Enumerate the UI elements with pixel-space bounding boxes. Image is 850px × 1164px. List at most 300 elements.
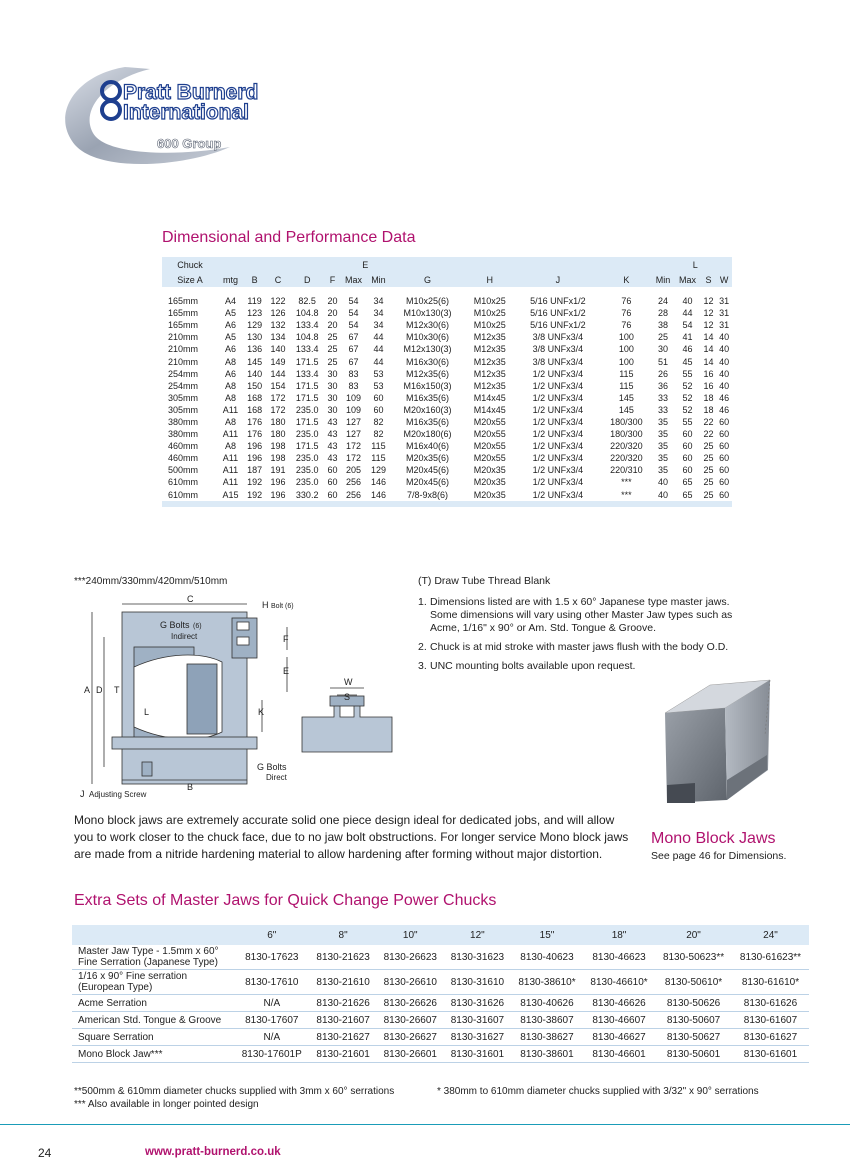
table-cell: 8130-50623**	[655, 945, 732, 970]
table-cell: 8130-26627	[377, 1029, 444, 1046]
table-cell: A11	[218, 476, 243, 488]
table-cell: 154	[266, 380, 289, 392]
table-cell: 60	[674, 464, 700, 476]
table-cell: M16x40(6)	[390, 440, 465, 452]
table-cell: 8130-38601	[511, 1046, 583, 1063]
table-cell: 133.4	[290, 368, 325, 380]
table-cell: 132	[266, 319, 289, 331]
row-label: Square Serration	[72, 1029, 234, 1046]
table-cell: 1/2 UNFx3/4	[515, 368, 601, 380]
table-cell: 8130-40626	[511, 995, 583, 1012]
table-cell: M20x160(3)	[390, 404, 465, 416]
table-cell: 83	[340, 368, 366, 380]
table-cell: 25	[701, 464, 717, 476]
chuck-technical-drawing	[72, 592, 412, 804]
table-cell: 100	[601, 355, 652, 367]
table-cell: 8130-46627	[583, 1029, 655, 1046]
table-header-cell: H	[486, 274, 494, 285]
table-cell: 25	[701, 489, 717, 501]
row-label: American Std. Tongue & Groove	[72, 1012, 234, 1029]
table-cell: 60	[325, 464, 341, 476]
dim-g-indirect-2: Indirect	[171, 632, 198, 641]
table-cell: A5	[218, 307, 243, 319]
table-cell: 8130-26626	[377, 995, 444, 1012]
table-cell: A15	[218, 489, 243, 501]
table-cell: 8130-40623	[511, 945, 583, 970]
table-cell: 16	[701, 368, 717, 380]
table-cell: 60	[674, 440, 700, 452]
table-body	[162, 287, 732, 507]
table-row	[72, 945, 809, 970]
table-cell: M10x25(6)	[390, 295, 465, 307]
table-cell: 82	[367, 428, 390, 440]
table-header-cell: Max	[345, 274, 363, 285]
table-cell: 196	[266, 489, 289, 501]
table-cell: 210mm	[162, 343, 218, 355]
table-cell: 8130-46607	[583, 1012, 655, 1029]
table-cell: 330.2	[290, 489, 325, 501]
table-cell: 100	[601, 343, 652, 355]
table-cell: 168	[243, 392, 266, 404]
table-cell: 133.4	[290, 343, 325, 355]
table-header-cell: E	[362, 259, 369, 270]
table-cell: M20x35	[465, 489, 515, 501]
table-row	[72, 970, 809, 995]
table-cell: 55	[674, 368, 700, 380]
table-row	[162, 452, 732, 464]
table-cell: 40	[674, 295, 700, 307]
table-cell: A4	[218, 295, 243, 307]
table-cell: 8130-31607	[444, 1012, 511, 1029]
table-header-cell: 6"	[234, 925, 310, 945]
table-cell: 51	[652, 355, 675, 367]
table-cell: 40	[716, 343, 732, 355]
table-cell: N/A	[234, 995, 310, 1012]
table-cell: 18	[701, 404, 717, 416]
table-cell: 12	[701, 307, 717, 319]
table-cell: A11	[218, 464, 243, 476]
table-cell: 8130-38610*	[511, 970, 583, 995]
table-header-cell: L	[692, 259, 698, 270]
table-cell: 610mm	[162, 476, 218, 488]
table-cell: 133.4	[290, 319, 325, 331]
table-cell: M10x25	[465, 319, 515, 331]
table-cell: 180	[266, 416, 289, 428]
table-cell: 8130-31601	[444, 1046, 511, 1063]
table-cell: 14	[701, 343, 717, 355]
footnote-double-star: **500mm & 610mm diameter chucks supplied with 3mm x 60° serrations	[74, 1086, 395, 1097]
row-label: Acme Serration	[72, 995, 234, 1012]
table-cell: 196	[243, 452, 266, 464]
table-cell: A6	[218, 319, 243, 331]
table-cell: 235.0	[290, 452, 325, 464]
table-header-cell: K	[623, 274, 630, 285]
table-header-cell	[515, 257, 601, 272]
table-cell: 1/2 UNFx3/4	[515, 440, 601, 452]
table-cell: 180	[266, 428, 289, 440]
table-cell: M16x30(6)	[390, 355, 465, 367]
table-cell: 12	[701, 295, 717, 307]
dim-s: S	[344, 692, 351, 702]
table-cell: 26	[652, 368, 675, 380]
table-row	[162, 416, 732, 428]
table-cell: 176	[243, 416, 266, 428]
table-cell: 165mm	[162, 307, 218, 319]
dim-f: F	[283, 634, 289, 644]
table-header-cell: B	[251, 274, 258, 285]
table-cell: 134	[266, 331, 289, 343]
table-cell: 22	[701, 428, 717, 440]
note-number: 3.	[418, 660, 427, 672]
table-header-cell: Size A	[177, 274, 203, 285]
table-cell: 25	[325, 343, 341, 355]
table-cell: M10x130(3)	[390, 307, 465, 319]
note-number: 1.	[418, 596, 427, 608]
table-cell: A11	[218, 452, 243, 464]
table-header-cell: mtg	[222, 274, 238, 285]
table-cell: A11	[218, 428, 243, 440]
table-cell: 8130-31610	[444, 970, 511, 995]
note-text: Chuck is at mid stroke with master jaws flush with the body O.D.	[430, 641, 729, 653]
table-row	[162, 295, 732, 307]
table-cell: 1/2 UNFx3/4	[515, 404, 601, 416]
table-cell: 140	[243, 368, 266, 380]
table-cell: 45	[674, 355, 700, 367]
company-logo	[55, 55, 355, 185]
table-cell: A8	[218, 380, 243, 392]
table-cell: 254mm	[162, 368, 218, 380]
table-cell: 60	[716, 489, 732, 501]
table-cell: M12x35(6)	[390, 368, 465, 380]
table-cell: 8130-21601	[310, 1046, 377, 1063]
table-cell: 60	[716, 452, 732, 464]
table-row	[162, 343, 732, 355]
logo-group: 600 Group	[157, 136, 222, 151]
table-cell: 35	[652, 428, 675, 440]
table-cell: 60	[674, 452, 700, 464]
table-cell: 25	[325, 355, 341, 367]
table-cell: 235.0	[290, 428, 325, 440]
table-cell: 76	[601, 307, 652, 319]
table-cell: 1/2 UNFx3/4	[515, 489, 601, 501]
table-cell: 8130-50627	[655, 1029, 732, 1046]
table-cell: 126	[266, 307, 289, 319]
dim-k: K	[258, 707, 265, 717]
table-cell: 8130-26610	[377, 970, 444, 995]
table-cell: 8130-21627	[310, 1029, 377, 1046]
table-cell: 500mm	[162, 464, 218, 476]
table-cell: 8130-38607	[511, 1012, 583, 1029]
table-cell: 8130-17623	[234, 945, 310, 970]
table-header-cell: 8"	[310, 925, 377, 945]
table-cell: 40	[652, 489, 675, 501]
table-header-cell: Min	[655, 274, 671, 285]
table-cell: M20x55	[465, 440, 515, 452]
table-header-cell: 20"	[655, 925, 732, 945]
table-row	[162, 331, 732, 343]
table-cell: 76	[601, 295, 652, 307]
table-cell: 1/2 UNFx3/4	[515, 452, 601, 464]
table-cell: 168	[243, 404, 266, 416]
table-cell: 24	[652, 295, 675, 307]
table-cell: 146	[367, 476, 390, 488]
footnote-triple-star: *** Also available in longer pointed design	[74, 1099, 259, 1110]
table-cell: 172	[340, 452, 366, 464]
table-cell: 380mm	[162, 428, 218, 440]
table-header-cell: D	[303, 274, 311, 285]
table-cell: 180/300	[601, 416, 652, 428]
table-cell: 8130-46626	[583, 995, 655, 1012]
table-cell: 65	[674, 476, 700, 488]
table-cell: M20x55	[465, 416, 515, 428]
dim-b: B	[187, 782, 194, 792]
table-cell: 8130-61627	[732, 1029, 809, 1046]
table-cell: 55	[674, 416, 700, 428]
table-cell: 8130-31627	[444, 1029, 511, 1046]
table-cell: 60	[325, 489, 341, 501]
table-cell: 34	[367, 307, 390, 319]
table-cell: 235.0	[290, 476, 325, 488]
table-cell: 76	[601, 319, 652, 331]
note-number: 2.	[418, 641, 427, 653]
table-cell: 205	[340, 464, 366, 476]
table-cell: 35	[652, 464, 675, 476]
table-cell: 198	[266, 452, 289, 464]
table-cell: 33	[652, 404, 675, 416]
table-cell: 100	[601, 331, 652, 343]
table-cell: 60	[716, 464, 732, 476]
dim-g-indirect: G Bolts	[160, 620, 190, 630]
table-cell: 8130-50607	[655, 1012, 732, 1029]
table-cell: 53	[367, 368, 390, 380]
note-item	[418, 660, 758, 673]
table-cell: 198	[266, 440, 289, 452]
table-cell: 256	[340, 476, 366, 488]
table-cell: 82	[367, 416, 390, 428]
table-cell: 8130-61626	[732, 995, 809, 1012]
table-cell: 165mm	[162, 295, 218, 307]
table-cell: 35	[652, 416, 675, 428]
table-header-cell: Min	[371, 274, 386, 285]
table-cell: 8130-31626	[444, 995, 511, 1012]
table-cell: M12x30(6)	[390, 319, 465, 331]
table-header-cell: W	[719, 274, 729, 285]
table-cell: 67	[340, 331, 366, 343]
table-header-cell: F	[329, 274, 336, 285]
table-cell: 460mm	[162, 440, 218, 452]
table-cell: A8	[218, 355, 243, 367]
table-cell: 115	[367, 440, 390, 452]
note-item	[418, 641, 758, 654]
table-cell: 8130-61610*	[732, 970, 809, 995]
table-cell: 172	[340, 440, 366, 452]
table-cell: M20x35(6)	[390, 452, 465, 464]
table-cell: 8130-50601	[655, 1046, 732, 1063]
table-cell: 8130-46623	[583, 945, 655, 970]
table-cell: 149	[266, 355, 289, 367]
table-cell: 1/2 UNFx3/4	[515, 416, 601, 428]
table-cell: 41	[674, 331, 700, 343]
table-cell: M20x45(6)	[390, 464, 465, 476]
table-cell: 35	[652, 440, 675, 452]
table-cell: 14	[701, 331, 717, 343]
table-cell: 60	[325, 476, 341, 488]
table-cell: M14x45	[465, 404, 515, 416]
table-cell: 196	[243, 440, 266, 452]
dim-l: L	[144, 707, 150, 717]
master-jaws-title: Extra Sets of Master Jaws for Quick Change Power Chucks	[74, 892, 497, 909]
bottom-footnotes	[74, 1085, 834, 1111]
dim-g-indirect-sub: (6)	[193, 623, 202, 630]
logo-line2: International	[123, 101, 250, 124]
table-cell: 180/300	[601, 428, 652, 440]
sizes-footnote: ***240mm/330mm/420mm/510mm	[74, 576, 228, 587]
table-cell: 43	[325, 440, 341, 452]
notes-list	[418, 596, 758, 673]
table-cell: 8130-21607	[310, 1012, 377, 1029]
table-cell: 18	[701, 392, 717, 404]
table-cell: 25	[701, 476, 717, 488]
table-header-cell: Max	[679, 274, 697, 285]
table-header	[72, 925, 809, 945]
table-cell: 104.8	[290, 331, 325, 343]
logo-line1: Pratt Burnerd	[123, 81, 259, 104]
table-cell: 8130-46610*	[583, 970, 655, 995]
table-cell: 60	[674, 428, 700, 440]
table-cell: M12x35	[465, 343, 515, 355]
table-cell: 109	[340, 404, 366, 416]
table-cell: M14x45	[465, 392, 515, 404]
table-cell: 220/320	[601, 452, 652, 464]
table-cell: 129	[367, 464, 390, 476]
table-cell: 119	[243, 295, 266, 307]
table-cell: M10x25	[465, 307, 515, 319]
table-cell: 25	[701, 452, 717, 464]
table-cell: 44	[367, 343, 390, 355]
table-row	[72, 1012, 809, 1029]
table-cell: 25	[325, 331, 341, 343]
table-cell: 220/310	[601, 464, 652, 476]
table-cell: 127	[340, 416, 366, 428]
table-cell: 136	[243, 343, 266, 355]
table-cell: 67	[340, 343, 366, 355]
table-cell: 172	[266, 404, 289, 416]
table-cell: 171.5	[290, 440, 325, 452]
table-row	[162, 440, 732, 452]
table-cell: 254mm	[162, 380, 218, 392]
table-cell: 145	[601, 392, 652, 404]
table-header-cell: 10"	[377, 925, 444, 945]
table-cell: 31	[716, 307, 732, 319]
table-body	[72, 945, 809, 1063]
table-cell: 46	[674, 343, 700, 355]
table-cell: A5	[218, 331, 243, 343]
table-cell: 7/8-9x8(6)	[390, 489, 465, 501]
mono-caption-title: Mono Block Jaws	[651, 830, 776, 847]
table-header-cell: 18"	[583, 925, 655, 945]
table-cell: 35	[652, 452, 675, 464]
table-header-cell: J	[555, 274, 561, 285]
table-cell: 43	[325, 416, 341, 428]
table-row	[72, 1029, 809, 1046]
table-cell: M20x55	[465, 452, 515, 464]
table-cell: 130	[243, 331, 266, 343]
table-cell: 460mm	[162, 452, 218, 464]
table-cell: M16x150(3)	[390, 380, 465, 392]
table-cell: 52	[674, 404, 700, 416]
table-cell: M20x55	[465, 428, 515, 440]
table-cell: 5/16 UNFx1/2	[515, 295, 601, 307]
table-cell: 14	[701, 355, 717, 367]
table-row	[162, 319, 732, 331]
table-cell: 8130-26601	[377, 1046, 444, 1063]
table-cell: 610mm	[162, 489, 218, 501]
table-cell: 171.5	[290, 392, 325, 404]
table-cell: 40	[716, 380, 732, 392]
table-cell: 187	[243, 464, 266, 476]
table-cell: 3/8 UNFx3/4	[515, 343, 601, 355]
table-header-cell	[218, 257, 243, 272]
table-cell: 150	[243, 380, 266, 392]
table-cell: 8130-61601	[732, 1046, 809, 1063]
table-cell: 8130-31623	[444, 945, 511, 970]
table-cell: M20x45(6)	[390, 476, 465, 488]
table-cell: M12x130(3)	[390, 343, 465, 355]
table-cell: 210mm	[162, 331, 218, 343]
performance-table	[162, 257, 732, 507]
table-cell: 1/2 UNFx3/4	[515, 380, 601, 392]
table-cell: 60	[367, 404, 390, 416]
table-cell: 171.5	[290, 355, 325, 367]
row-label: Master Jaw Type - 1.5mm x 60° Fine Serration (Japanese Type)	[72, 945, 234, 970]
table-row	[162, 404, 732, 416]
table-cell: 8130-21610	[310, 970, 377, 995]
table-cell: 82.5	[290, 295, 325, 307]
table-cell: M16x35(6)	[390, 392, 465, 404]
table-cell: 123	[243, 307, 266, 319]
table-cell: 60	[716, 440, 732, 452]
table-cell: 30	[325, 380, 341, 392]
dim-c: C	[187, 594, 194, 604]
mono-caption-sub: See page 46 for Dimensions.	[651, 850, 787, 862]
table-cell: 171.5	[290, 380, 325, 392]
table-cell: 31	[716, 295, 732, 307]
table-cell: 43	[325, 452, 341, 464]
table-cell: A8	[218, 440, 243, 452]
table-row	[162, 307, 732, 319]
footer-divider	[0, 1124, 850, 1125]
table-row	[162, 489, 732, 501]
table-cell: 3/8 UNFx3/4	[515, 355, 601, 367]
website-link[interactable]: www.pratt-burnerd.co.uk	[145, 1146, 281, 1158]
table-cell: ***	[601, 489, 652, 501]
table-cell: A11	[218, 404, 243, 416]
dim-e: E	[283, 666, 290, 676]
table-cell: 33	[652, 392, 675, 404]
table-cell: 172	[266, 392, 289, 404]
table-cell: 60	[716, 476, 732, 488]
table-cell: ***	[601, 476, 652, 488]
table-header-cell	[716, 257, 732, 272]
table-header-cell: Chuck	[177, 259, 203, 270]
table-header-cell	[325, 257, 341, 272]
table-cell: 144	[266, 368, 289, 380]
table-cell: 60	[367, 392, 390, 404]
table-cell: 38	[652, 319, 675, 331]
table-cell: 54	[340, 295, 366, 307]
table-header-cell	[601, 257, 652, 272]
table-cell: 40	[716, 331, 732, 343]
